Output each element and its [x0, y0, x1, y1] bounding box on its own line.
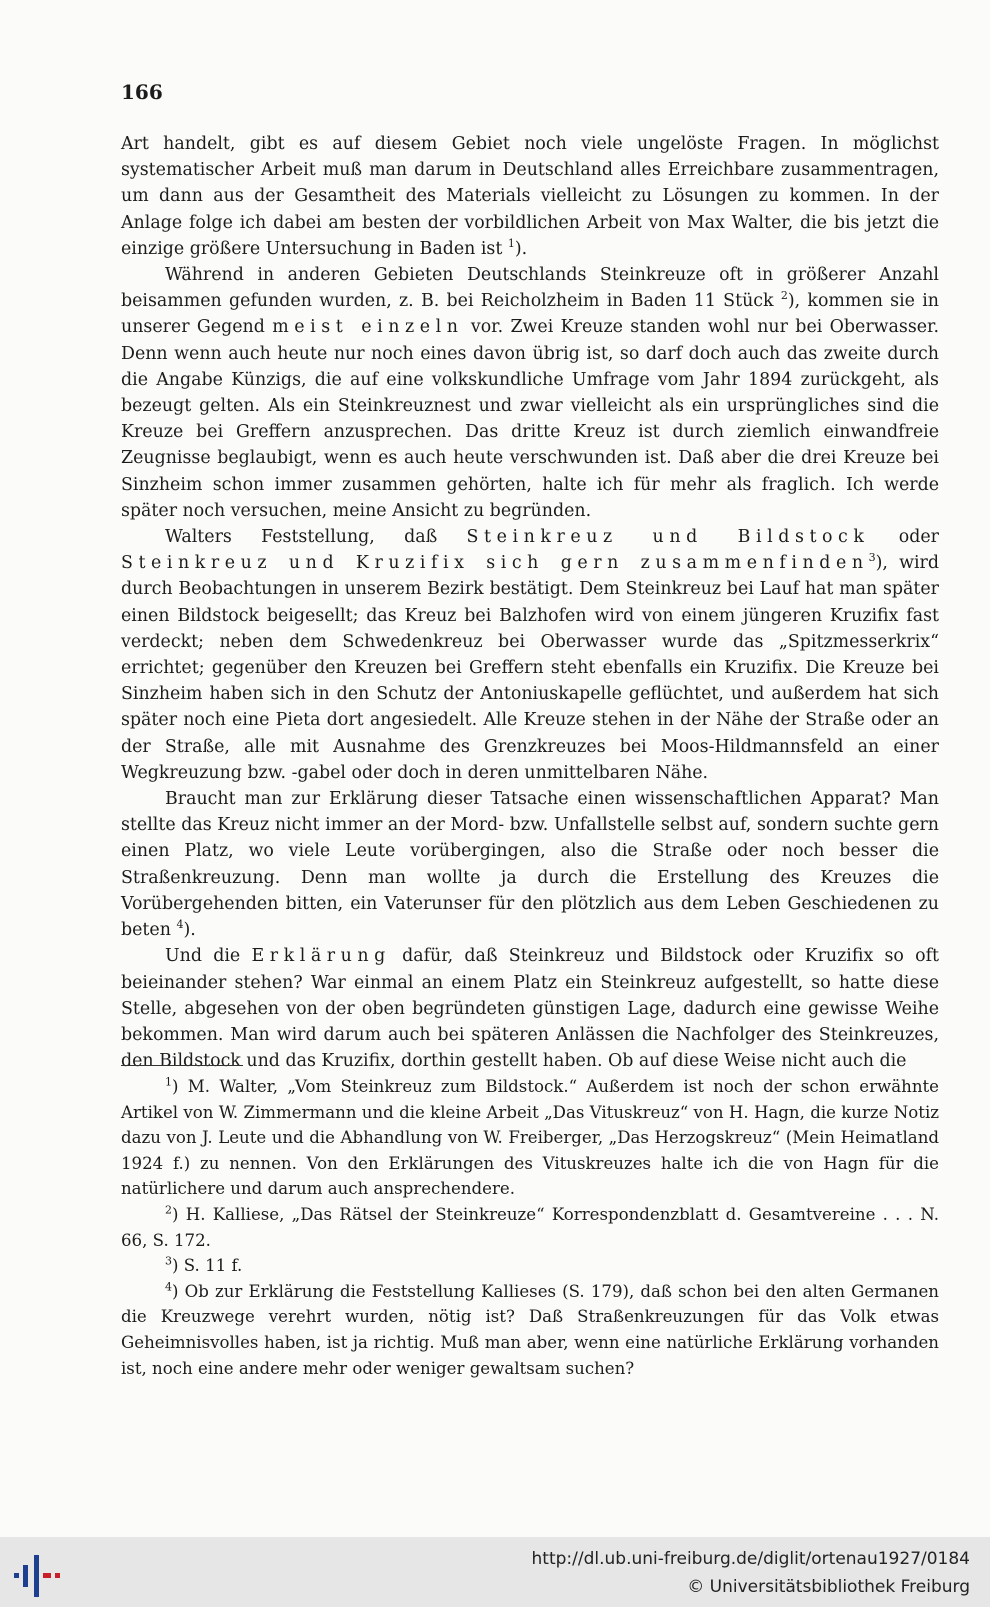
paragraph	[121, 131, 939, 262]
text-run: Braucht man zur Erklärung dieser Tatsache einen wissenschaftlichen Apparat? Man stellte das Kreuz nicht immer an der Mord- bzw. Unfallstelle selbst auf, sondern suchte gern einen Platz, wo viele Leute vorübergingen, also die Straße oder noch besser die Straßenkreuzung. Denn man wollte ja durch die Erstellung des Kreuzes die Vorübergehenden bitten, ein Vaterunser für den plötzlich aus dem Leben Geschiedenen zu beten	[121, 789, 939, 941]
spaced-emphasis: Steinkreuz und Bildstock	[466, 527, 870, 548]
footnote-ref: 1	[165, 1075, 172, 1089]
footnote	[121, 1253, 939, 1279]
paragraph	[121, 943, 939, 1074]
footer-bar	[0, 1537, 990, 1607]
spaced-emphasis: meist einzeln	[272, 317, 464, 338]
footnotes	[121, 1074, 939, 1381]
ub-freiburg-logo-icon	[8, 1551, 64, 1601]
footnote-ref: 3	[868, 551, 876, 565]
paragraph	[121, 524, 939, 786]
footnote-ref: 3	[165, 1254, 172, 1268]
paragraph	[121, 786, 939, 943]
footnote-ref: 2	[165, 1203, 172, 1217]
text-run: ) S. 11 f.	[172, 1256, 243, 1276]
text-run: ) M. Walter, „Vom Steinkreuz zum Bildstock.“ Außerdem ist noch der schon erwähnte Artikel von W. Zimmermann und die kleine Arbeit „Das Vituskreuz“ von H. Hagn, die kurze Notiz dazu von J. Leute und die Abhandlung von W. Freiberger, „Das Herzogskreuz“ (Mein Heimatland 1924 f.) zu nennen. Von den Erklärungen des Vituskreuzes halte ich die von Hagn für die natürlichere und darum auch ansprechendere.	[121, 1077, 939, 1199]
footnote-ref: 2	[780, 289, 788, 303]
text-run: vor. Zwei Kreuze standen wohl nur bei Oberwasser. Denn wenn auch heute nur noch eines davon übrig ist, so darf doch auch das zweite durch die Angabe Künzigs, die auf eine volkskundliche Umfrage vom Jahr 1894 zurückgeht, als bezeugt gelten. Als ein Steinkreuznest und zwar vielleicht als ein ursprüngliches sind die Kreuze bei Greffern anzusprechen. Das dritte Kreuz ist durch ziemlich einwandfreie Zeugnisse beglaubigt, wenn es auch heute verschwunden ist. Daß aber die drei Kreuze bei Sinzheim schon immer zusammen gehörten, halte ich für mehr als fraglich. Ich werde später noch versuchen, meine Ansicht zu begründen.	[121, 317, 939, 521]
footnote	[121, 1074, 939, 1202]
text-run: Während in anderen Gebieten Deutschlands Steinkreuze oft in größerer Anzahl beisammen gefunden wurden, z. B. bei Reicholzheim in Baden 11 Stück	[121, 265, 939, 312]
text-run: ), wird durch Beobachtungen in unserem Bezirk bestätigt. Dem Steinkreuz bei Lauf hat man später einen Bildstock beigesellt; das Kreuz bei Balzhofen wird von einem jüngeren Kruzifix fast verdeckt; neben dem Schwedenkreuz bei Oberwasser wurde das „Spitzmesserkrix“ errichtet; gegenüber den Kreuzen bei Greffern steht ebenfalls ein Kruzifix. Die Kreuze bei Sinzheim haben sich in den Schutz der Antoniuskapelle geflüchtet, und außerdem hat sich später noch eine Pieta dort angesiedelt. Alle Kreuze stehen in der Nähe der Straße oder an der Straße, alle mit Ausnahme des Grenzkreuzes bei Moos-Hildmannsfeld an einer Wegkreuzung bzw. -gabel oder doch in deren unmittelbaren Nähe.	[121, 553, 939, 783]
footnote-ref: 4	[165, 1280, 172, 1294]
text-run: ), kommen sie in unserer Gegend	[121, 291, 939, 338]
footer-copyright: © Universitätsbibliothek Freiburg	[687, 1577, 970, 1597]
spaced-emphasis: Steinkreuz und Kruzifix sich gern zusammenfinden	[121, 553, 869, 574]
page-number: 166	[121, 80, 163, 104]
text-run: Und die	[165, 946, 252, 967]
text-run: oder	[869, 527, 939, 548]
footnote-divider	[121, 1065, 243, 1066]
footnote-ref: 4	[176, 918, 184, 932]
text-run: Art handelt, gibt es auf diesem Gebiet noch viele ungelöste Fragen. In möglichst systematischer Arbeit muß man darum in Deutschland alles Erreichbare zusammentragen, um dann aus der Gesamtheit des Materials vielleicht zu Lösungen zu kommen. In der Anlage folge ich dabei am besten der vorbildlichen Arbeit von Max Walter, die bis jetzt die einzige größere Untersuchung in Baden ist	[121, 134, 939, 259]
text-run: ) Ob zur Erklärung die Feststellung Kallieses (S. 179), daß schon bei den alten Germanen die Kreuzwege verehrt wurden, nötig ist? Daß Straßenkreuzungen für das Volk etwas Geheimnisvolles haben, ist ja richtig. Muß man aber, wenn eine natürliche Erklärung vorhanden ist, noch eine andere mehr oder weniger gewaltsam suchen?	[121, 1281, 939, 1378]
text-run: ) H. Kalliese, „Das Rätsel der Steinkreuze“ Korrespondenzblatt d. Gesamtvereine . . . N. 66, S. 172.	[121, 1204, 939, 1250]
paragraph	[121, 262, 939, 524]
text-run: ).	[183, 920, 196, 941]
text-run: Walters Feststellung, daß	[165, 527, 467, 548]
footnote	[121, 1279, 939, 1381]
spaced-emphasis: Erklärung	[251, 946, 391, 967]
text-run: ).	[514, 238, 528, 259]
main-text	[121, 131, 939, 1074]
footnote-ref: 1	[507, 237, 515, 251]
footnote	[121, 1202, 939, 1253]
text-run: dafür, daß Steinkreuz und Bildstock oder Kruzifix so oft beieinander stehen? War einmal an einem Platz ein Steinkreuz aufgestellt, so hatte diese Stelle, abgesehen von der oben begründeten günstigen Lage, dadurch eine gewisse Weihe bekommen. Man wird darum auch bei späteren Anlässen die Nachfolger des Steinkreuzes, den Bildstock und das Kruzifix, dorthin gestellt haben. Ob auf diese Weise nicht auch die	[121, 946, 940, 1072]
footer-url-link[interactable]: http://dl.ub.uni-freiburg.de/diglit/ortenau1927/0184	[531, 1549, 970, 1569]
